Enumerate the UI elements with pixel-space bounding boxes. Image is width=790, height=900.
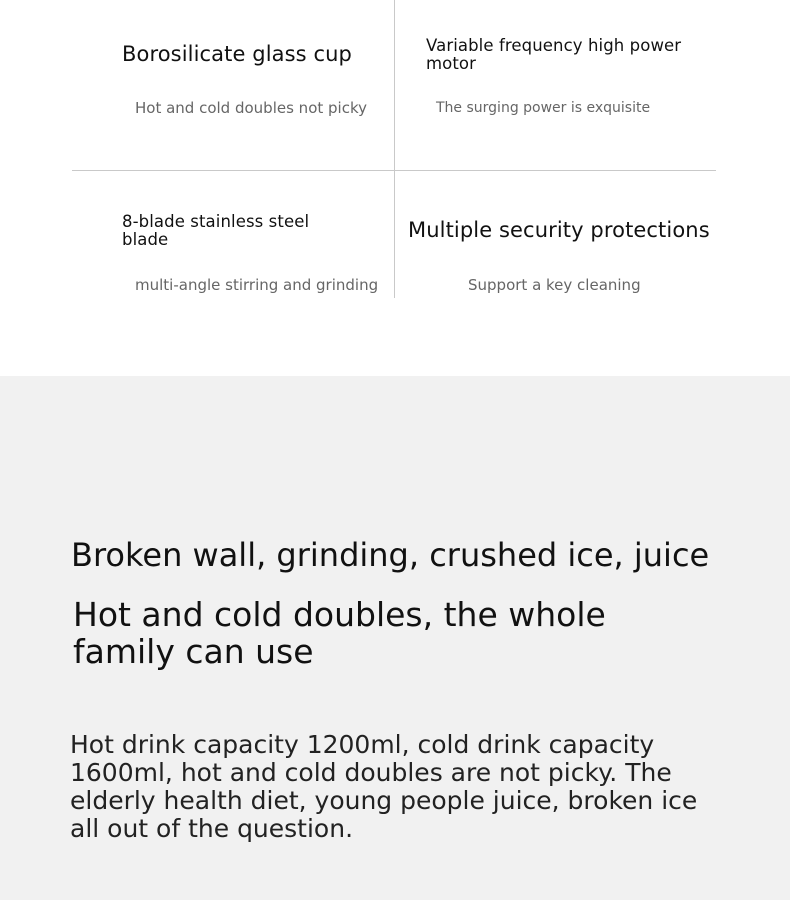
- feature-subtitle: Support a key cleaning: [468, 276, 641, 294]
- feature-grid: [0, 0, 790, 376]
- feature-title: 8-blade stainless steel blade: [122, 212, 310, 249]
- horizontal-divider: [72, 170, 716, 171]
- feature-subtitle: The surging power is exquisite: [436, 100, 651, 116]
- feature-title: Borosilicate glass cup: [122, 42, 352, 66]
- promo-subheadline: Hot and cold doubles, the whole family can use: [73, 595, 606, 671]
- feature-title: Multiple security protections: [408, 218, 710, 242]
- vertical-divider: [394, 0, 395, 298]
- feature-subtitle: multi-angle stirring and grinding: [135, 276, 379, 294]
- feature-subtitle: Hot and cold doubles not picky: [135, 99, 367, 117]
- promo-section: [0, 376, 790, 900]
- promo-body: Hot drink capacity 1200ml, cold drink capacity 1600ml, hot and cold doubles are not picky. The elderly health diet, young people juice, broken ice all out of the question.: [70, 730, 698, 843]
- promo-headline: Broken wall, grinding, crushed ice, juice: [71, 536, 710, 574]
- feature-title: Variable frequency high power motor: [426, 36, 682, 73]
